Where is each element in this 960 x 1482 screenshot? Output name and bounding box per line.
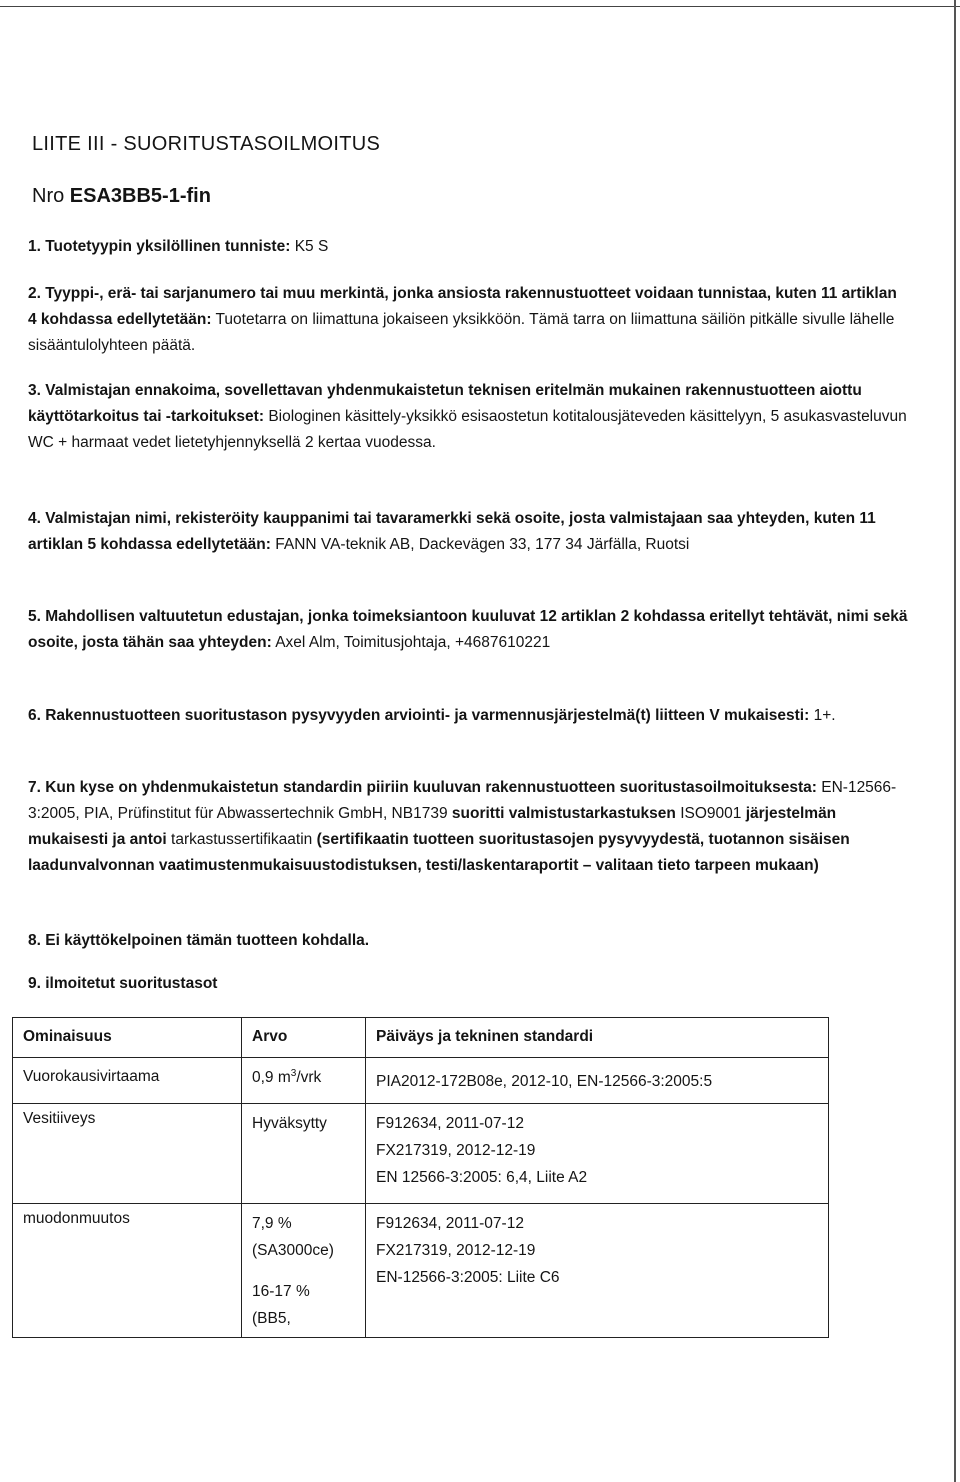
section-2-value: Tuotetarra on liimattuna jokaiseen yksikköön. Tämä tarra on liimattuna säiliön pitkälle sivulle lähelle sisääntulolyhteen päätä.	[28, 311, 895, 354]
table-cell-property: muodonmuutos	[13, 1204, 242, 1338]
section-4-value: FANN VA-teknik AB, Dackevägen 33, 177 34 Järfälla, Ruotsi	[275, 536, 690, 553]
section-7-value-3: tarkastussertifikaatin	[171, 831, 313, 848]
table-cell-value	[242, 1058, 366, 1104]
standard-line: FX217319, 2012-12-19	[376, 1142, 536, 1159]
value-line: (BB5,	[252, 1310, 291, 1327]
section-1-value: K5 S	[294, 238, 329, 255]
section-5-label: 5. Mahdollisen valtuutetun edustajan, jonka toimeksiantoon kuuluvat 12 artiklan 2 kohdassa eritellyt tehtävät, nimi sekä osoite, josta tähän saa yhteyden:	[28, 608, 908, 651]
table-header-property: Ominaisuus	[13, 1018, 242, 1058]
section-8-label: 8. Ei käyttökelpoinen tämän tuotteen kohdalla.	[28, 932, 370, 949]
value-line: 16-17 %	[252, 1283, 310, 1300]
section-7-label-3: järjestelmän mukaisesti ja antoi	[28, 805, 837, 848]
table-header-row	[13, 1018, 829, 1058]
standard-line: FX217319, 2012-12-19	[376, 1242, 536, 1259]
section-4	[28, 506, 908, 558]
table-cell-standard	[366, 1204, 829, 1338]
standard-line: EN-12566-3:2005: Liite C6	[376, 1269, 560, 1286]
section-9	[28, 971, 908, 997]
table-header-value: Arvo	[242, 1018, 366, 1058]
document-title: LIITE III - SUORITUSTASOILMOITUS	[32, 133, 381, 155]
table-cell-standard	[366, 1104, 829, 1204]
section-3-label: 3. Valmistajan ennakoima, sovellettavan yhdenmukaistetun teknisen eritelmän mukainen rakennustuotteen aiottu käyttötarkoitus tai -tarkoitukset:	[28, 382, 862, 425]
standard-line: F912634, 2011-07-12	[376, 1215, 524, 1232]
section-7-value-2: ISO9001	[680, 805, 742, 822]
section-2-label: 2. Tyyppi-, erä- tai sarjanumero tai muu merkintä, jonka ansiosta rakennustuotteet voidaan tunnistaa, kuten 11 artiklan 4 kohdassa edellytetään:	[28, 285, 897, 328]
section-7-label-4: (sertifikaatin tuotteen suoritustasojen pysyvyydestä, tuotannon sisäisen laadunvalvonnan vaatimustenmukaisuustodistuksen, testi/laskentaraportit – valitaan tieto tarpeen mukaan)	[28, 831, 850, 874]
table-cell-value	[242, 1204, 366, 1338]
table-cell-standard	[366, 1058, 829, 1104]
table-cell-property: Vesitiiveys	[13, 1104, 242, 1204]
performance-table	[12, 1017, 829, 1338]
value-number: 0,9 m	[252, 1069, 291, 1087]
section-7-label-1: 7. Kun kyse on yhdenmukaistetun standardin piiriin kuuluvan rakennustuotteen suoritustasoilmoituksesta:	[28, 779, 817, 796]
standard-line: EN 12566-3:2005: 6,4, Liite A2	[376, 1169, 588, 1186]
standard-line: PIA2012-172B08e, 2012-10, EN-12566-3:2005:5	[376, 1073, 713, 1090]
standard-line: F912634, 2011-07-12	[376, 1115, 524, 1132]
table-cell-value	[242, 1104, 366, 1204]
section-8	[28, 928, 908, 954]
section-2	[28, 281, 908, 359]
document-number	[32, 185, 211, 208]
section-9-label: 9. ilmoitetut suoritustasot	[28, 975, 218, 992]
section-1	[28, 234, 908, 260]
section-3	[28, 378, 908, 456]
scan-border-right	[954, 0, 956, 1482]
table-row	[13, 1204, 829, 1338]
section-3-value: Biologinen käsittely-yksikkö esisaostetun kotitalousjäteveden käsittelyyn, 5 asukasvasteluvun WC + harmaat vedet lietetyhjennyksellä 2 kertaa vuodessa.	[28, 408, 907, 451]
value-line: Hyväksytty	[252, 1115, 327, 1132]
value-unit: /vrk	[296, 1069, 322, 1087]
table-cell-property: Vuorokausivirtaama	[13, 1058, 242, 1104]
section-5	[28, 604, 908, 656]
document-number-value: ESA3BB5-1-fin	[69, 185, 211, 207]
table-row	[13, 1104, 829, 1204]
section-7-value-1: EN-12566-3:2005, PIA, Prüfinstitut für Abwassertechnik GmbH, NB1739	[28, 779, 897, 822]
value-line: 7,9 %	[252, 1215, 292, 1232]
section-6-label: 6. Rakennustuotteen suoritustason pysyvyyden arviointi- ja varmennusjärjestelmä(t) liitteen V mukaisesti:	[28, 707, 810, 724]
section-4-label: 4. Valmistajan nimi, rekisteröity kauppanimi tai tavaramerkki sekä osoite, josta valmistajaan saa yhteyden, kuten 11 artiklan 5 kohdassa edellytetään:	[28, 510, 876, 553]
section-6	[28, 703, 908, 729]
scan-border-top	[0, 6, 960, 7]
section-5-value: Axel Alm, Toimitusjohtaja, +4687610221	[275, 634, 551, 651]
section-6-value: 1+.	[813, 707, 836, 724]
section-1-label: 1. Tuotetyypin yksilöllinen tunniste:	[28, 238, 291, 255]
table-row	[13, 1058, 829, 1104]
value-superscript: 3	[290, 1068, 297, 1079]
value-spacer	[252, 1264, 355, 1278]
section-7-label-2: suoritti valmistustarkastuksen	[451, 805, 676, 822]
document-number-prefix: Nro	[32, 185, 65, 207]
table-header-standard: Päiväys ja tekninen standardi	[366, 1018, 829, 1058]
section-7	[28, 775, 908, 879]
value-line: (SA3000ce)	[252, 1242, 334, 1259]
